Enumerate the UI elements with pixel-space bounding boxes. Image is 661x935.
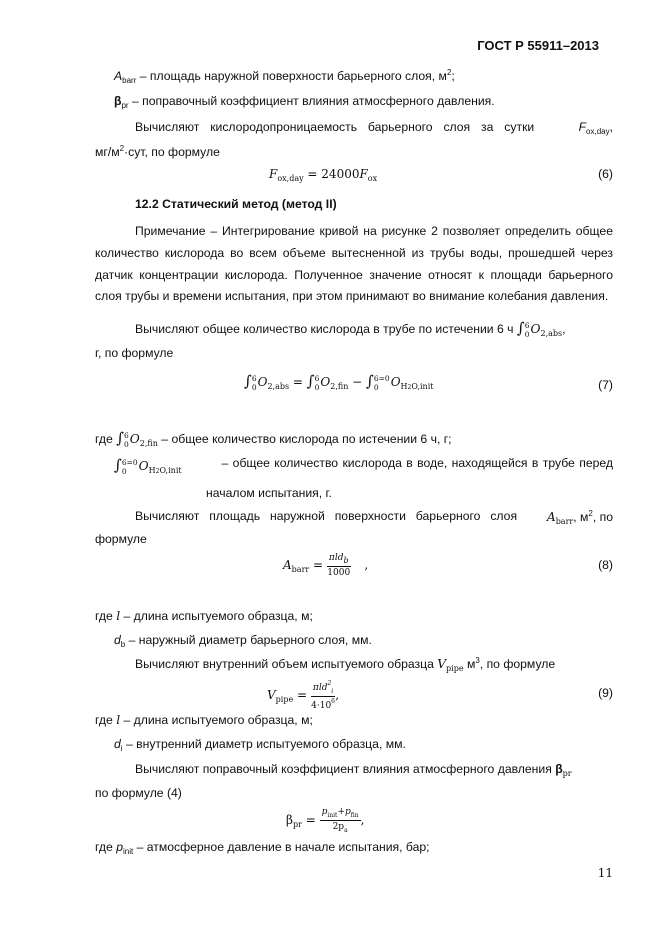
paragraph-total-oxygen: Вычисляют общее количество кислорода в трубе по истечении 6 ч ∫ 6 0 $O_{2,abs}$,	[135, 319, 566, 339]
equation-6-number: (6)	[598, 167, 613, 181]
definition-a-barr	[114, 68, 455, 85]
definition-db: $d_b$ – наружный диаметр барьерного слоя, мм.	[114, 633, 372, 649]
definition-di: $d_i$ – внутренний диаметр испытуемого образца, мм.	[114, 737, 406, 753]
equation-9-number: (9)	[598, 686, 613, 700]
a-barr-text: – площадь наружной поверхности барьерного слоя, м	[136, 69, 447, 83]
equation-8: $A_{barr}$ = $\frac{\text{πldb}}{1000}$ ,	[283, 553, 369, 578]
ox-line1-text: Вычисляют кислородопроницаемость барьерного слоя за сутки	[135, 120, 535, 134]
a-barr-subscript: barr	[122, 76, 137, 85]
paragraph-area-line2: формуле	[95, 532, 147, 546]
definition-l-1: где l – длина испытуемого образца, м;	[95, 609, 313, 623]
equation-9: $V_{pipe}$ = $\frac{\pi ld^2_i}{4\cdot 10^6}$ ,	[267, 680, 340, 711]
beta-subscript: pr	[121, 101, 129, 110]
paragraph-beta: Вычисляют поправочный коэффициент влияния атмосферного давления $\beta_{pr}$	[135, 762, 572, 778]
note-line-4: слоя трубы и времени испытания, при этом принимают во внимание колебания давления.	[95, 289, 609, 303]
paragraph-area: Вычисляют площадь наружной поверхности барьерного слоя $A_{barr}$, $м^2$, по	[135, 509, 613, 526]
ox-symbol: $F_{ox,day}$,	[578, 120, 613, 136]
integral-abs-inline: ∫ 6 0 $O_{2,abs}$	[516, 319, 563, 339]
equation-beta: $\beta_{pr}$ = $\frac{p_{init}+p_{fin}}{2p_a}$ ,	[286, 807, 365, 834]
paragraph-beta-line2: по формуле (4)	[95, 786, 182, 800]
definition-p-init: где $p_{init}$ – атмосферное давление в начале испытания, бар;	[95, 840, 430, 856]
definition-h2o-init: ∫ 6=0 0 $O_{H2O,init}$ – общее количество кислорода в воде, находящейся в трубе перед	[114, 456, 613, 476]
section-title: 12.2 Статический метод (метод II)	[135, 197, 337, 211]
equation-6: $F_{ox,day} = 24000F_{ox}$	[269, 167, 378, 183]
a-barr-symbol: A	[114, 69, 123, 83]
note-line-1: Примечание – Интегрирование кривой на рисунке 2 позволяет определить общее	[135, 224, 613, 238]
beta-symbol: β	[114, 94, 122, 108]
definition-beta-pr	[114, 94, 495, 110]
equation-7-number: (7)	[598, 378, 613, 392]
definition-h2o-init-cont: началом испытания, г.	[206, 486, 332, 500]
beta-text: – поправочный коэффициент влияния атмосферного давления.	[128, 94, 495, 108]
a-barr-end: ;	[451, 69, 455, 83]
page-number: 11	[597, 866, 613, 880]
a-barr-sup: 2	[446, 68, 452, 77]
equation-7: ∫ 6 0 $O_{2,abs}$ = ∫ 6 0 $O_{2,fin}$ − ∫ 6=0 0 $O_{H2O,init}$	[244, 372, 434, 392]
definition-l-2: где l – длина испытуемого образца, м;	[95, 713, 313, 727]
paragraph-volume: Вычисляют внутренний объем испытуемого образца $V_{pipe}$ $м^3$, по формуле	[135, 656, 556, 673]
paragraph-oxygen-permeability	[135, 120, 613, 136]
document-header: ГОСТ Р 55911–2013	[477, 38, 599, 53]
definition-o2-fin: где ∫ 6 0 $O_{2,fin}$ – общее количество кислорода по истечении 6 ч, г;	[95, 429, 452, 449]
equation-8-number: (8)	[598, 558, 613, 572]
paragraph-total-oxygen-line2: г, по формуле	[95, 346, 174, 360]
note-line-2: количество кислорода во всем объеме вытесненной из трубы воды, прошедшей через	[95, 246, 613, 260]
note-line-3: датчик концентрации кислорода. Полученное значение относят к площади барьерного	[95, 268, 613, 282]
paragraph-oxygen-permeability-line2: $мг/м^2\cdot сут$, по формуле	[95, 144, 220, 159]
